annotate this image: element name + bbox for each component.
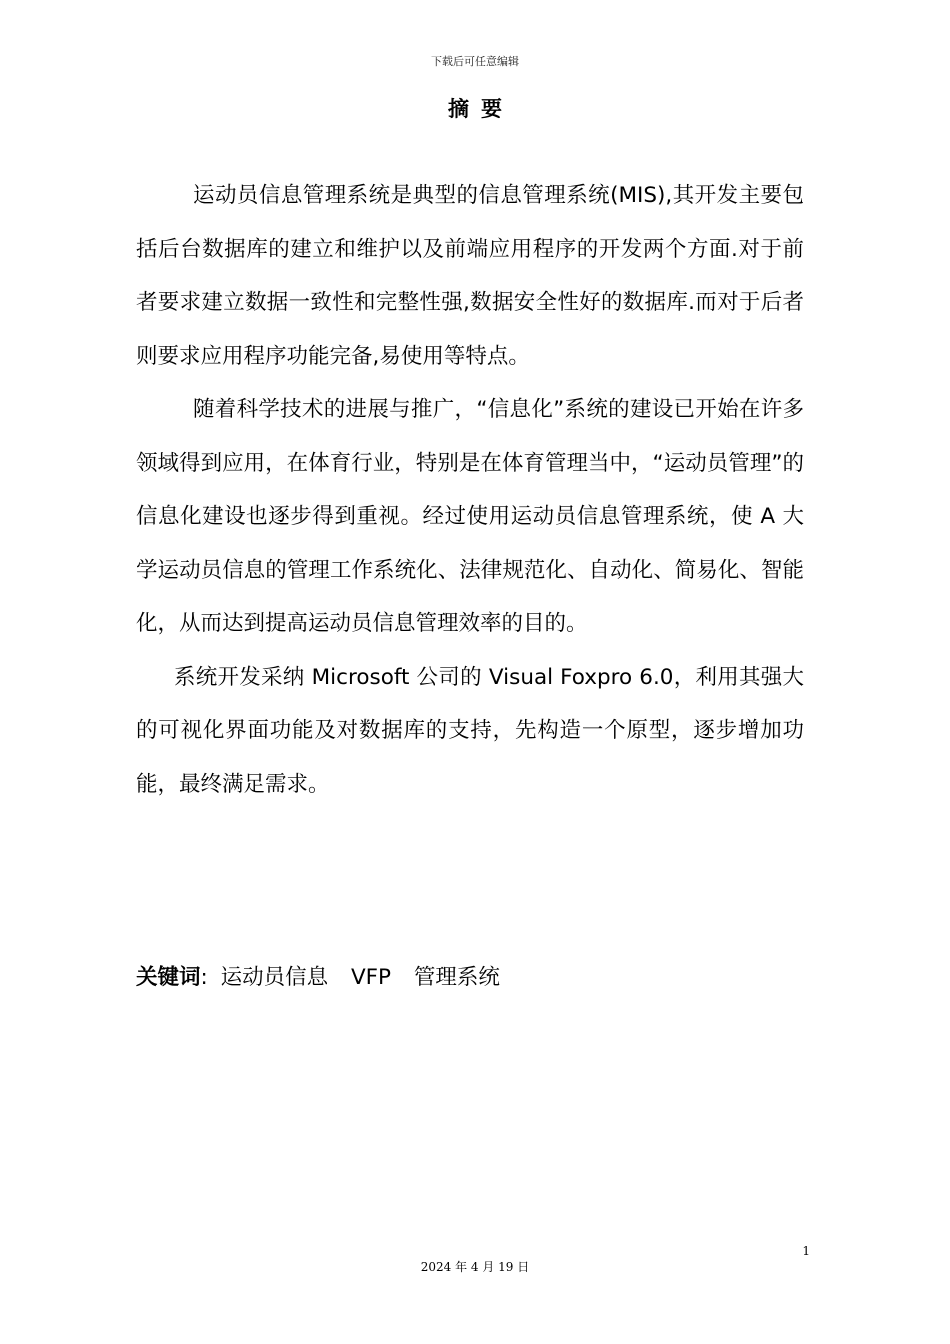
keywords-line <box>136 958 804 998</box>
keywords-label: 关键词 <box>136 965 201 990</box>
keyword-item: VFP <box>350 965 392 990</box>
paragraph-1: 运动员信息管理系统是典型的信息管理系统(MIS),其开发主要包括后台数据库的建立和维护以及前端应用程序的开发两个方面.对于前者要求建立数据一致性和完整性强,数据安全性好的数据库.而对于后者则要求应用程序功能完备,易使用等特点。 <box>136 183 804 369</box>
header-note: 下载后可任意编辑 <box>431 55 519 68</box>
keyword-item: 运动员信息 <box>220 965 329 990</box>
footer-date: 2024 年 4 月 19 日 <box>420 1260 530 1274</box>
paragraph-3: 系统开发采纳 Microsoft 公司的 Visual Foxpro 6.0，利用其强大的可视化界面功能及对数据库的支持，先构造一个原型，逐步增加功能，最终满足需求。 <box>136 664 804 797</box>
abstract-body <box>136 169 804 811</box>
keyword-item: 管理系统 <box>413 965 500 990</box>
page-title: 摘要 <box>448 97 514 121</box>
paragraph-2: 随着科学技术的进展与推广，“信息化”系统的建设已开始在许多领域得到应用，在体育行业，特别是在体育管理当中，“运动员管理”的信息化建设也逐步得到重视。经过使用运动员信息管理系统，使 A 大学运动员信息的管理工作系统化、法律规范化、自动化、简易化、智能化，从而达到提高运动员信息管理效率的目的。 <box>136 397 804 636</box>
keywords-separator: : <box>200 965 208 990</box>
page-number: 1 <box>802 1244 810 1258</box>
